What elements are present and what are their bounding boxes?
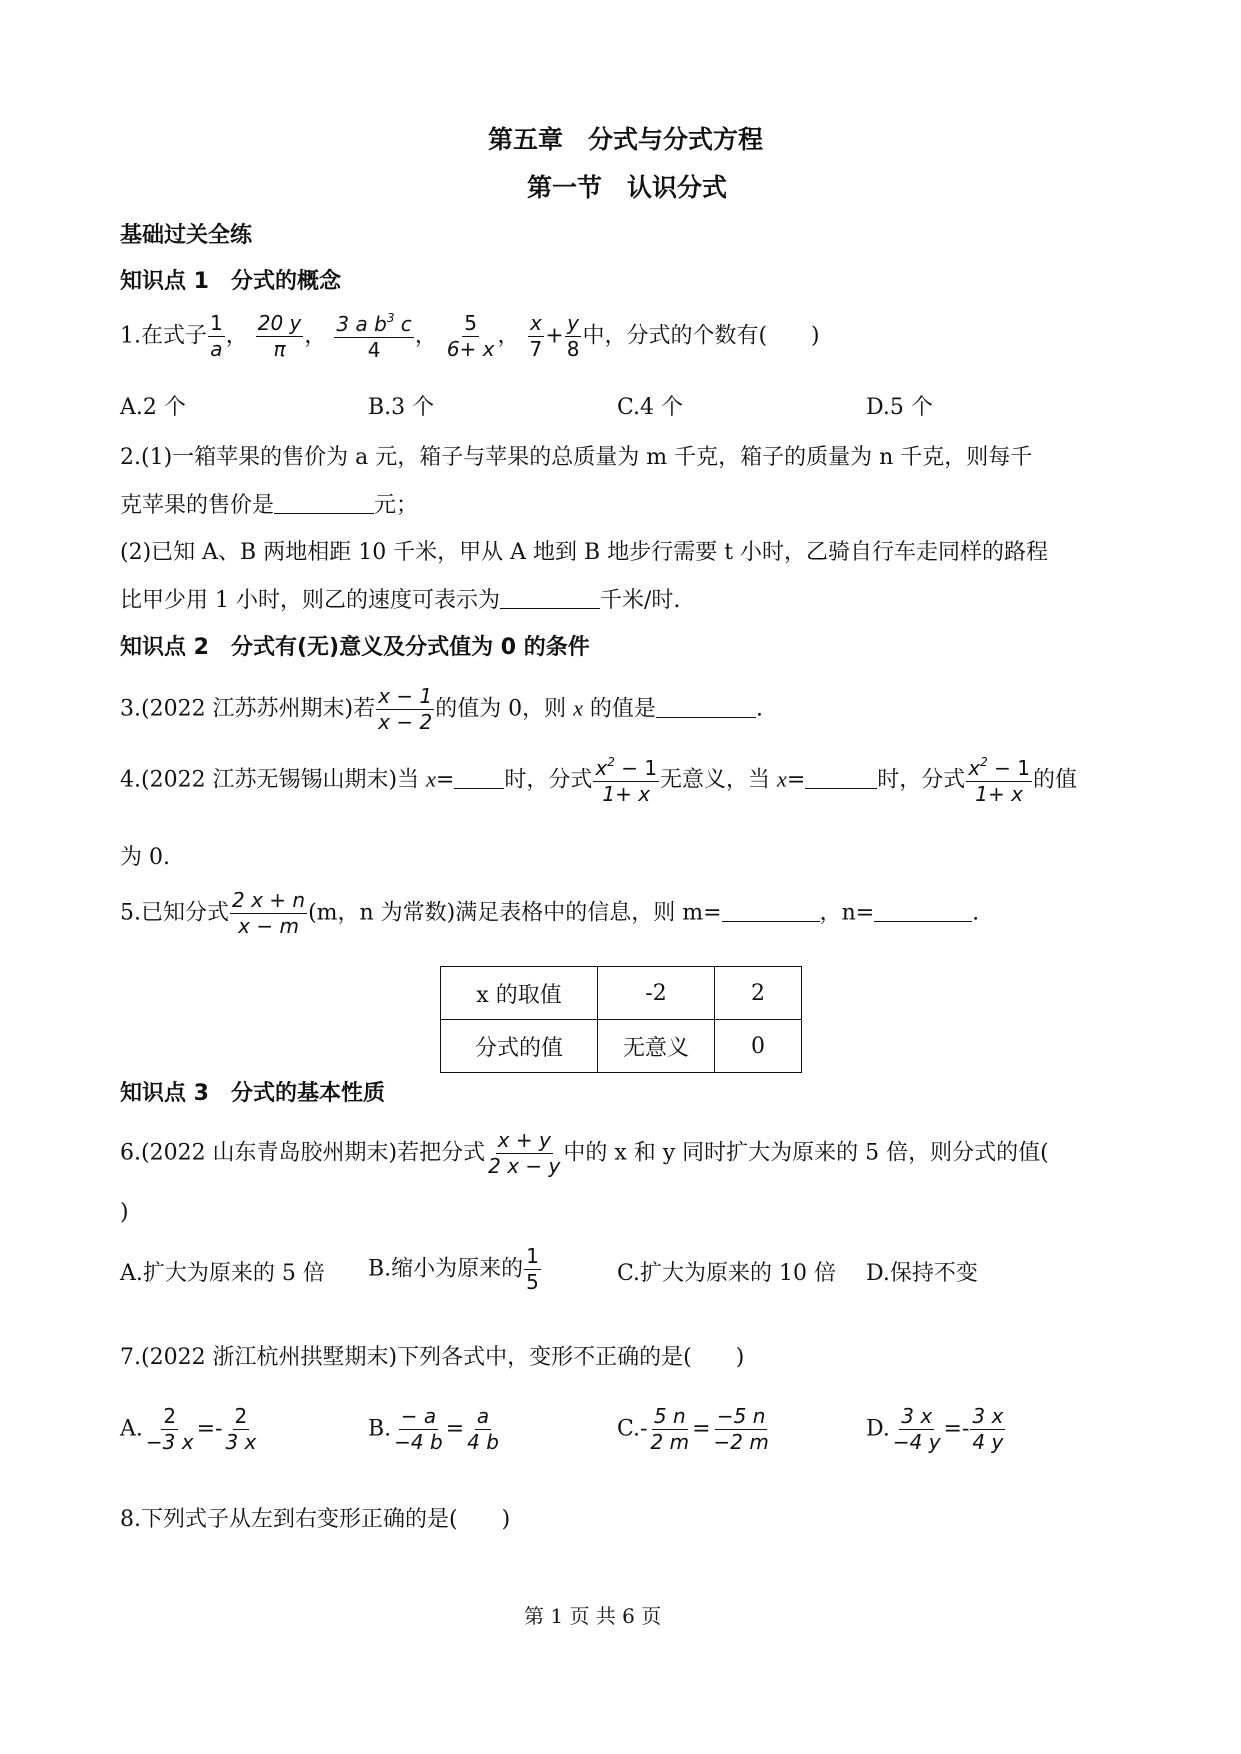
question-6: 6.(2022 山东青岛胶州期末)若把分式 $\frac{x + y}{2 x - y}$ 中的 x 和 y 同时扩大为原来的 5 倍，则分式的值( [120,1128,1049,1178]
q4-blank-1 [454,768,504,789]
q4-fraction-1: $\frac{x^2 - 1}{1+ x}$ [595,755,658,806]
question-2-line-3: (2)已知 A、B 两地相距 10 千米，甲从 A 地到 B 地步行需要 t 小时，乙骑自行车走同样的路程 [120,540,1049,565]
q4-fraction-2: $\frac{x^2 - 1}{1+ x}$ [968,755,1030,806]
question-2-line-1: 2.(1)一箱苹果的售价为 a 元，箱子与苹果的总质量为 m 千克，箱子的质量为 n 千克，则每千 [120,445,1033,470]
table-row [441,967,802,1020]
question-1: 1.在式子 $\frac{1}{a}$ ， $\frac{20 y}{\pi}$ ， $\frac{3 a b^3 c}{4}$ ， $\frac{5}{6+ x}$ ， $\frac{x}{7}$ + $\frac{y}{8}$ 中，分式的个数有( ) [120,311,820,362]
q7-c-right-fraction: $\frac{-5 n}{-2 m}$ [713,1404,769,1454]
section-title: 第一节 认识分式 [527,173,728,202]
q5-info-table [440,966,802,1073]
page-number-footer: 第 1 页 共 6 页 [524,1604,662,1628]
question-5: 5.已知分式 $\frac{2 x + n}{x - m}$ (m，n 为常数)满足表格中的信息，则 m= ，n= . [120,888,980,938]
knowledge-point-1: 知识点 1 分式的概念 [120,269,341,294]
q7-option-d: D. $\frac{3 x}{-4 y}$ =- $\frac{3 x}{4 y}$ [866,1404,1004,1454]
q6-option-b-fraction: $\frac{1}{5}$ [526,1244,539,1294]
q7-d-right-fraction: $\frac{3 x}{4 y}$ [972,1404,1004,1454]
q7-a-left-fraction: $\frac{2}{-3 x}$ [145,1404,194,1454]
q5-fraction: $\frac{2 x + n}{x - m}$ [232,888,306,938]
q6-option-b: B.缩小为原来的 $\frac{1}{5}$ [368,1244,539,1294]
part-title: 基础过关全练 [120,223,253,248]
q6-fraction: $\frac{x + y}{2 x - y}$ [488,1128,561,1178]
question-2-line-4: 比甲少用 1 小时，则乙的速度可表示为 千米/时. [120,588,681,613]
q7-a-right-fraction: $\frac{2}{3 x}$ [225,1404,257,1454]
q1-fraction-4: $\frac{5}{6+ x}$ [446,311,495,361]
table-cell: 分式的值 [441,1020,598,1073]
table-cell: -2 [598,967,715,1020]
table-cell: 2 [715,967,802,1020]
question-6-line-2: ) [120,1200,129,1225]
q1-fraction-3: $\frac{3 a b^3 c}{4}$ [336,311,412,362]
q4-blank-2 [805,768,877,789]
table-cell: 无意义 [598,1020,715,1073]
question-4: 4.(2022 江苏无锡锡山期末)当 x= 时，分式 $\frac{x^2 - 1}{1+ x}$ 无意义，当 x= 时，分式 $\frac{x^2 - 1}{1+ x}$ 的值 [120,755,1077,806]
q7-d-left-fraction: $\frac{3 x}{-4 y}$ [892,1404,941,1454]
question-4-line-2: 为 0. [120,845,170,870]
q7-c-left-fraction: $\frac{5 n}{2 m}$ [650,1404,690,1454]
q7-option-c: C.- $\frac{5 n}{2 m}$ = $\frac{-5 n}{-2 m}$ [617,1404,769,1454]
question-2-line-2: 克苹果的售价是 元； [120,493,419,518]
knowledge-point-2: 知识点 2 分式有(无)意义及分式值为 0 的条件 [120,635,590,660]
q1-fraction-1: $\frac{1}{a}$ [210,311,223,361]
q7-b-right-fraction: $\frac{a}{4 b}$ [467,1404,499,1454]
q1-option-c: C.4 个 [617,395,684,420]
knowledge-point-3: 知识点 3 分式的基本性质 [120,1081,385,1106]
q6-option-d: D.保持不变 [866,1261,978,1286]
q1-fraction-5: $\frac{x}{7}$ [529,311,543,361]
q7-b-left-fraction: $\frac{- a}{-4 b}$ [394,1404,443,1454]
q5-blank-n [874,901,972,922]
q3-fraction: $\frac{x - 1}{x - 2}$ [378,684,433,734]
q1-fraction-6: $\frac{y}{8}$ [566,311,580,361]
q5-blank-m [722,901,820,922]
q7-option-a: A. $\frac{2}{-3 x}$ =- $\frac{2}{3 x}$ [120,1404,257,1454]
table-row [441,1020,802,1073]
question-3: 3.(2022 江苏苏州期末)若 $\frac{x - 1}{x - 2}$ 的值为 0，则 x 的值是 . [120,684,763,734]
q6-option-a: A.扩大为原来的 5 倍 [120,1261,325,1286]
table-cell: x 的取值 [441,967,598,1020]
chapter-title: 第五章 分式与分式方程 [488,125,764,154]
q6-option-c: C.扩大为原来的 10 倍 [617,1261,837,1286]
q1-option-a: A.2 个 [120,395,186,420]
table-cell: 0 [715,1020,802,1073]
q2-blank-1 [274,493,374,514]
q1-option-b: B.3 个 [368,395,435,420]
q7-option-b: B. $\frac{- a}{-4 b}$ = $\frac{a}{4 b}$ [368,1404,499,1454]
q3-blank [656,697,756,718]
question-7: 7.(2022 浙江杭州拱墅期末)下列各式中，变形不正确的是( ) [120,1345,745,1370]
question-8: 8.下列式子从左到右变形正确的是( ) [120,1507,511,1532]
q1-option-d: D.5 个 [866,395,933,420]
q1-fraction-2: $\frac{20 y}{\pi}$ [257,311,302,361]
q2-blank-2 [500,588,600,609]
